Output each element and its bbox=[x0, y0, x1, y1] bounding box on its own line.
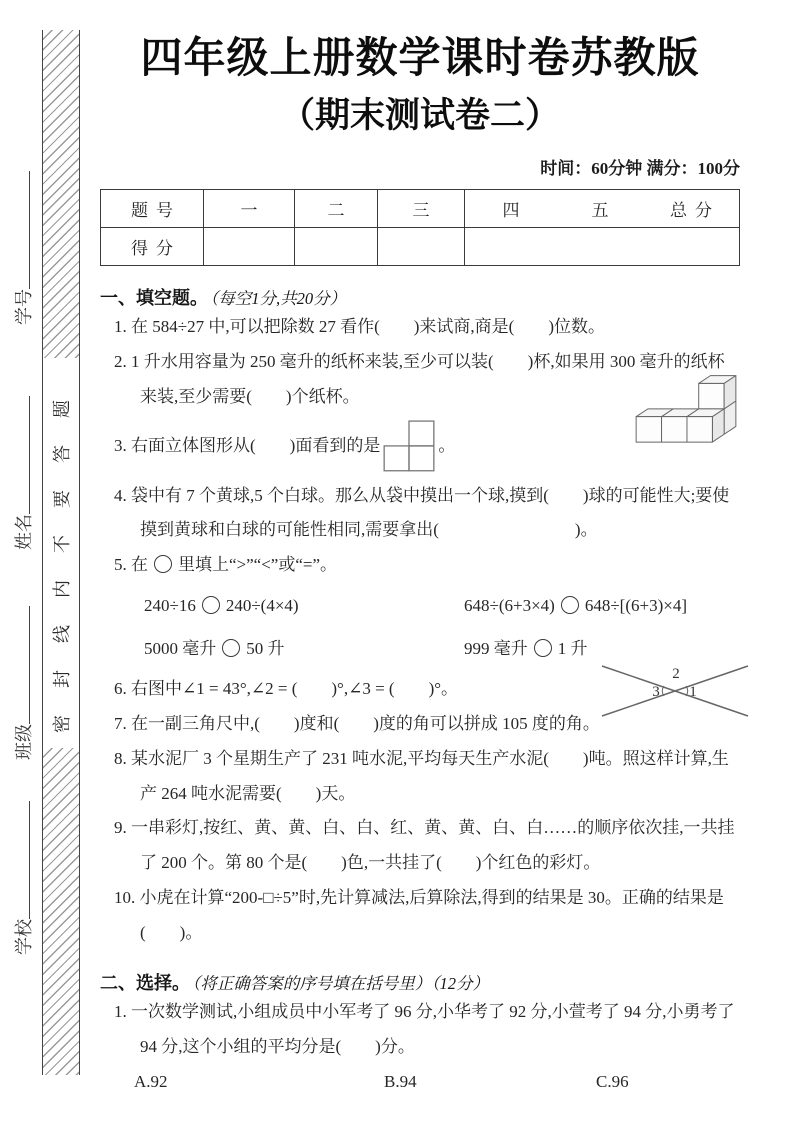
name-blank-line bbox=[15, 396, 30, 514]
compare-circle-icon bbox=[534, 639, 552, 657]
score-cell-2 bbox=[295, 228, 378, 266]
class-blank-line bbox=[15, 606, 30, 724]
question-10: 10. 小虎在计算“200-□÷5”时,先计算减法,后算除法,得到的结果是 30。正确的结果是( )。 bbox=[114, 888, 724, 942]
section2-title: 二、选择。 bbox=[100, 972, 190, 993]
student-id-text: 学号 bbox=[14, 289, 34, 325]
compare-left: 5000 毫升 bbox=[144, 638, 217, 658]
question-7: 7. 在一副三角尺中,( )度和( )度的角可以拼成 105 度的角。 bbox=[114, 713, 600, 733]
question-5-pre: 5. 在 bbox=[114, 555, 148, 575]
score-table-header-row bbox=[101, 190, 740, 228]
compare-right: 1 升 bbox=[557, 638, 588, 658]
class-label bbox=[10, 540, 34, 760]
compare-circle-icon bbox=[561, 596, 579, 614]
section1-note: （每空1分,共20分） bbox=[210, 289, 347, 308]
col-total: 总分 bbox=[643, 190, 740, 228]
page-title: 四年级上册数学课时卷苏教版 bbox=[140, 34, 700, 81]
time-score-info: 时间：60分钟 满分：100分 bbox=[540, 159, 740, 178]
question-5-post: 里填上“>”“<”或“=”。 bbox=[178, 555, 338, 575]
score-cell-5 bbox=[557, 228, 643, 266]
question-3-period: 。 bbox=[438, 436, 456, 456]
compare-item-1 bbox=[144, 585, 464, 628]
col-2: 二 bbox=[295, 190, 378, 228]
option-b: B.94 bbox=[384, 1071, 417, 1091]
angle-1-label: 1 bbox=[689, 684, 697, 701]
section2-question-1: 1. 一次数学测试,小组成员中小军考了 96 分,小华考了 92 分,小萱考了 94 分,小勇考了 94 分,这个小组的平均分是( )分。 bbox=[114, 1001, 735, 1056]
compare-left: 648÷(6+3×4) bbox=[464, 596, 555, 616]
hatch-top bbox=[43, 30, 79, 358]
seal-line-label: 密封线内不要答题 bbox=[52, 372, 72, 733]
question-3-text: 3. 右面立体图形从( )面看到的是 bbox=[114, 436, 381, 456]
exam-subtitle: （期末测试卷二） bbox=[279, 95, 560, 135]
compare-item-2 bbox=[464, 585, 740, 628]
option-a: A.92 bbox=[134, 1071, 168, 1091]
question-8: 8. 某水泥厂 3 个星期生产了 231 吨水泥,平均每天生产水泥( )吨。照这样计算,生产 264 吨水泥需要( )天。 bbox=[114, 748, 729, 803]
score-table-score-row bbox=[101, 228, 740, 266]
option-c: C.96 bbox=[596, 1071, 629, 1091]
view-shape-figure bbox=[382, 419, 436, 475]
compare-left: 999 毫升 bbox=[464, 638, 528, 658]
seal-strip bbox=[42, 30, 80, 1075]
school-blank-line bbox=[15, 801, 30, 919]
question-1: 1. 在 584÷27 中,可以把除数 27 看作( )来试商,商是( )位数。 bbox=[114, 317, 605, 336]
school-text: 学校 bbox=[14, 919, 34, 955]
score-cell-1 bbox=[204, 228, 295, 266]
section2-note: （将正确答案的序号填在括号里）（12分） bbox=[192, 973, 489, 993]
question-5-lead bbox=[114, 548, 740, 583]
col-4: 四 bbox=[465, 190, 558, 228]
question-4: 4. 袋中有 7 个黄球,5 个白球。那么从袋中摸出一个球,摸到( )球的可能性大;要使摸到黄球和白球的可能性相同,需要拿出( )。 bbox=[114, 485, 730, 540]
section2-heading bbox=[100, 969, 740, 995]
compare-right: 648÷[(6+3)×4] bbox=[584, 596, 687, 616]
score-table bbox=[100, 189, 740, 266]
options-row bbox=[114, 1065, 740, 1100]
angle-3-label: 3 bbox=[652, 684, 660, 701]
score-row-label: 得分 bbox=[101, 228, 204, 266]
cube-stack-figure bbox=[634, 358, 738, 446]
col-5: 五 bbox=[557, 190, 643, 228]
compare-circle-icon bbox=[222, 639, 240, 657]
name-label bbox=[10, 330, 34, 550]
compare-left: 240÷16 bbox=[144, 596, 196, 616]
compare-item-3 bbox=[144, 628, 464, 671]
compare-right: 50 升 bbox=[246, 638, 285, 658]
compare-circle-icon bbox=[154, 555, 172, 573]
name-text: 姓名 bbox=[14, 514, 34, 550]
col-3: 三 bbox=[378, 190, 465, 228]
crossing-lines-figure bbox=[600, 652, 750, 730]
seal-line-text bbox=[43, 358, 79, 748]
question-6 bbox=[114, 666, 740, 707]
col-question-number: 题号 bbox=[101, 190, 204, 228]
main-content bbox=[100, 0, 740, 1099]
question-6-text: 6. 右图中∠1 = 43°,∠2 = ( )°,∠3 = ( )°。 bbox=[114, 679, 459, 699]
score-cell-3 bbox=[378, 228, 465, 266]
hatch-bottom bbox=[43, 748, 79, 1076]
student-id-blank-line bbox=[15, 171, 30, 289]
section1-heading bbox=[100, 284, 740, 310]
class-text: 班级 bbox=[14, 724, 34, 760]
section1-title: 一、填空题。 bbox=[100, 288, 208, 308]
school-label bbox=[10, 735, 34, 955]
score-cell-4 bbox=[465, 228, 558, 266]
score-cell-total bbox=[643, 228, 740, 266]
compare-circle-icon bbox=[202, 596, 220, 614]
question-2: 2. 1 升水用容量为 250 毫升的纸杯来装,至少可以装( )杯,如果用 300 毫升的纸杯来装,至少需要( )个纸杯。 bbox=[114, 351, 725, 406]
compare-right: 240÷(4×4) bbox=[225, 596, 299, 616]
question-9: 9. 一串彩灯,按红、黄、黄、白、白、红、黄、黄、白、白……的顺序依次挂,一共挂了 200 个。第 80 个是( )色,一共挂了( )个红色的彩灯。 bbox=[114, 818, 735, 873]
angle-2-label: 2 bbox=[672, 666, 680, 683]
col-1: 一 bbox=[204, 190, 295, 228]
student-id-label bbox=[10, 105, 34, 325]
